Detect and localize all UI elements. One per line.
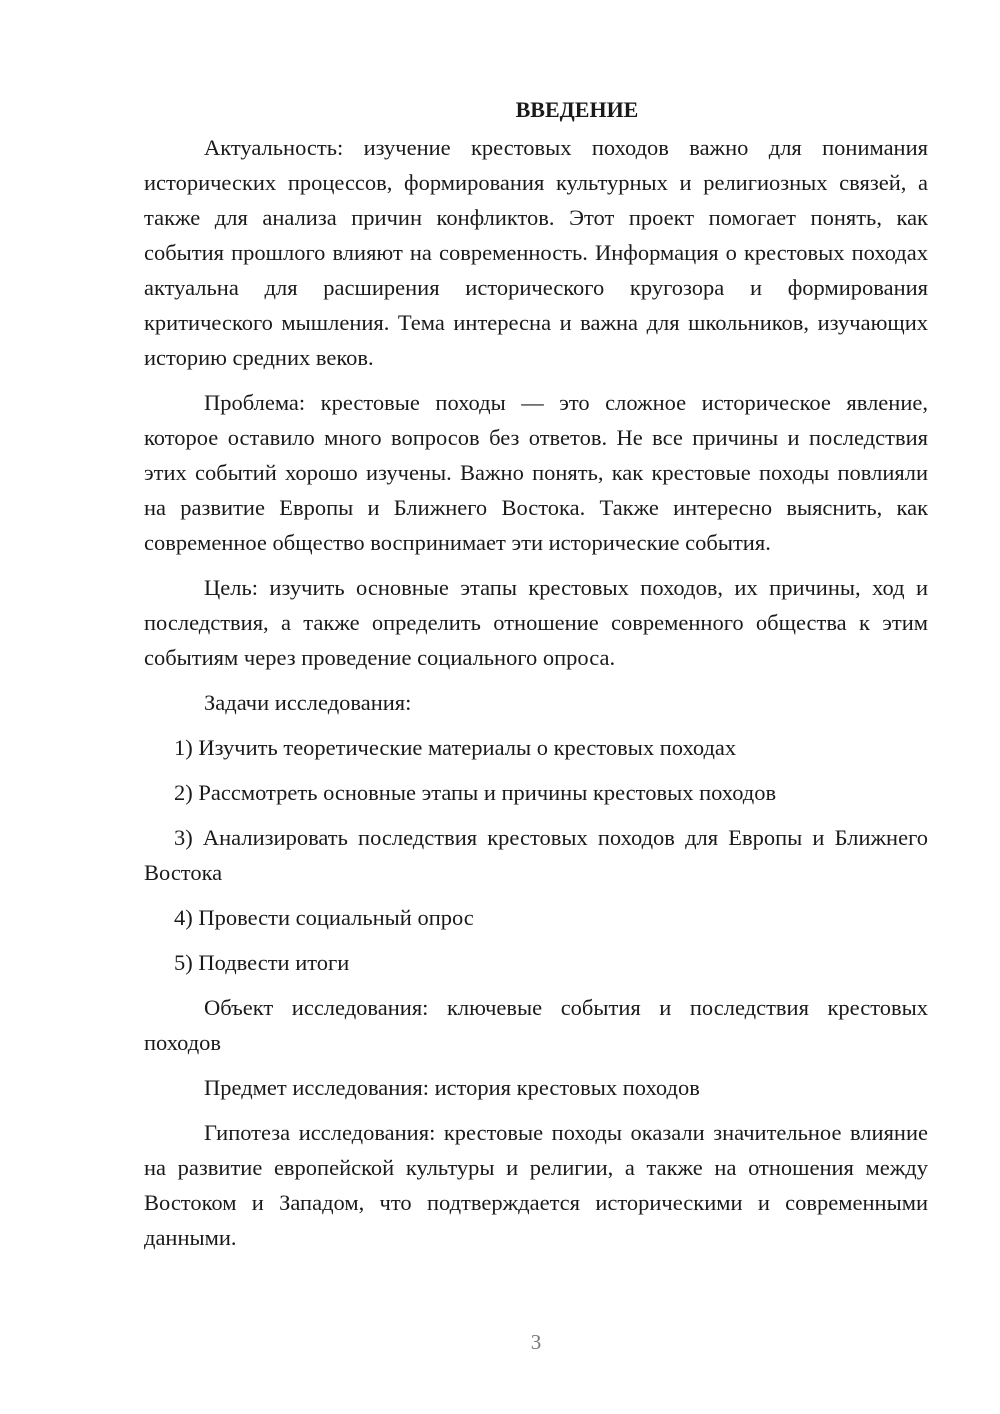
section-title: ВВЕДЕНИЕ xyxy=(515,97,639,122)
paragraph-goal: Цель: изучить основные этапы крестовых походов, их причины, ход и последствия, а также определить отношение современного общества к этим событиям через проведение социального опроса. xyxy=(144,575,928,670)
paragraph-tasks-heading: Задачи исследования: xyxy=(204,690,412,715)
task-item: 1) Изучить теоретические материалы о крестовых походах xyxy=(174,735,737,760)
page-number: 3 xyxy=(530,1330,542,1354)
title-container xyxy=(130,92,1000,127)
document-page xyxy=(144,92,928,1265)
paragraph-subject: Предмет исследования: история крестовых походов xyxy=(204,1075,700,1100)
paragraph-problem: Проблема: крестовые походы — это сложное историческое явление, которое оставило много вопросов без ответов. Не все причины и последствия этих событий хорошо изучены. Важно понять, как крестовые походы повлияли на развитие Европы и Ближнего Востока. Также интересно выяснить, как современное общество воспринимает эти исторические события. xyxy=(144,390,928,555)
paragraph-object: Объект исследования: ключевые события и последствия крестовых походов xyxy=(144,995,928,1055)
task-item: 3) Анализировать последствия крестовых походов для Европы и Ближнего Востока xyxy=(144,825,928,885)
paragraph-relevance: Актуальность: изучение крестовых походов важно для понимания исторических процессов, формирования культурных и религиозных связей, а также для анализа причин конфликтов. Этот проект помогает понять, как события прошлого влияют на современность. Информация о крестовых походах актуальна для расширения исторического кругозора и формирования критического мышления. Тема интересна и важна для школьников, изучающих историю средних веков. xyxy=(144,135,928,370)
task-item: 2) Рассмотреть основные этапы и причины крестовых походов xyxy=(174,780,777,805)
task-item: 5) Подвести итоги xyxy=(174,950,350,975)
task-item: 4) Провести социальный опрос xyxy=(174,905,474,930)
paragraph-hypothesis: Гипотеза исследования: крестовые походы оказали значительное влияние на развитие европейской культуры и религии, а также на отношения между Востоком и Западом, что подтверждается историческими и современными данными. xyxy=(144,1120,928,1250)
